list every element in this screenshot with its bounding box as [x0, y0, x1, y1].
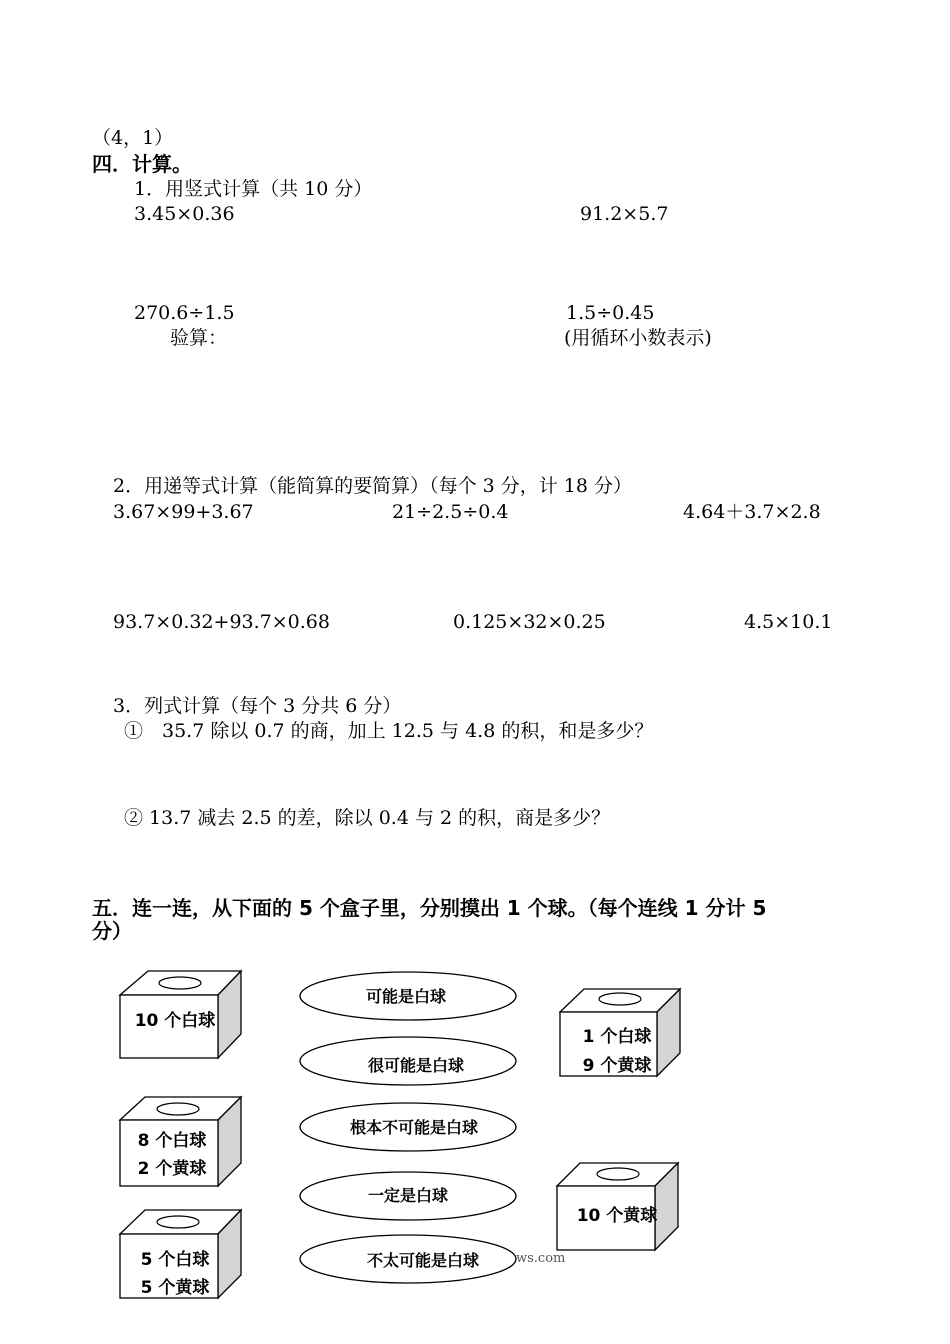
oval-likely-white	[300, 1037, 516, 1085]
oval-certain-white	[300, 1172, 516, 1220]
box-1-white-9-yellow	[560, 989, 680, 1076]
box-8-white-2-yellow	[120, 1097, 241, 1186]
section4-title: 四．计算。	[92, 152, 192, 176]
check-label: 验算：	[170, 327, 228, 349]
matching-diagram	[0, 955, 950, 1344]
oval-impossible-white	[300, 1103, 516, 1151]
coordinate-text: （4，1）	[92, 127, 174, 149]
box-label: 1 个白球	[582, 1027, 652, 1047]
section5-title-line2: 分）	[92, 919, 132, 943]
problem-vertical-2: 91.2×5.7	[580, 203, 669, 225]
box-label: 5 个黄球	[140, 1278, 210, 1298]
oval-label: 可能是白球	[365, 987, 447, 1006]
box-label: 5 个白球	[140, 1250, 210, 1270]
oval-label: 一定是白球	[367, 1186, 449, 1205]
box-5-white-5-yellow	[120, 1210, 241, 1298]
step-problem-1: 3.67×99+3.67	[113, 501, 254, 523]
box-10-white	[120, 971, 241, 1058]
oval-possible-white	[300, 972, 516, 1020]
oval-label: 不太可能是白球	[366, 1251, 480, 1270]
box-10-yellow	[557, 1163, 678, 1250]
section5-title-line1: 五．连一连，从下面的 5 个盒子里，分别摸出 1 个球。（每个连线 1 分计 5	[92, 896, 767, 920]
oval-label: 根本不可能是白球	[349, 1118, 479, 1137]
step-problem-4: 93.7×0.32+93.7×0.68	[113, 611, 330, 633]
word-problem-1: ① 35.7 除以 0.7 的商，加上 12.5 与 4.8 的积，和是多少？	[124, 720, 654, 742]
part2-heading: 2．用递等式计算（能简算的要简算）（每个 3 分，计 18 分）	[113, 475, 633, 497]
step-problem-3: 4.64＋3.7×2.8	[683, 501, 821, 523]
part3-heading: 3．列式计算（每个 3 分共 6 分）	[113, 695, 402, 717]
oval-label: 很可能是白球	[367, 1056, 465, 1075]
step-problem-2: 21÷2.5÷0.4	[392, 501, 509, 523]
problem-vertical-4: 1.5÷0.45	[566, 302, 655, 324]
box-label: 10 个黄球	[576, 1206, 658, 1226]
repeat-decimal-note: (用循环小数表示)	[564, 327, 712, 349]
box-label: 2 个黄球	[137, 1159, 207, 1179]
problem-vertical-1: 3.45×0.36	[134, 203, 235, 225]
problem-vertical-3: 270.6÷1.5	[134, 302, 235, 324]
word-problem-2: ② 13.7 减去 2.5 的差，除以 0.4 与 2 的积，商是多少？	[124, 807, 611, 829]
box-label: 9 个黄球	[582, 1056, 652, 1076]
box-label: 10 个白球	[134, 1011, 216, 1031]
watermark-text: ws.com	[516, 1251, 566, 1266]
oval-unlikely-white	[300, 1235, 516, 1283]
box-label: 8 个白球	[137, 1131, 207, 1151]
step-problem-5: 0.125×32×0.25	[453, 611, 606, 633]
step-problem-6: 4.5×10.1	[744, 611, 833, 633]
part1-heading: 1．用竖式计算（共 10 分）	[134, 178, 373, 200]
